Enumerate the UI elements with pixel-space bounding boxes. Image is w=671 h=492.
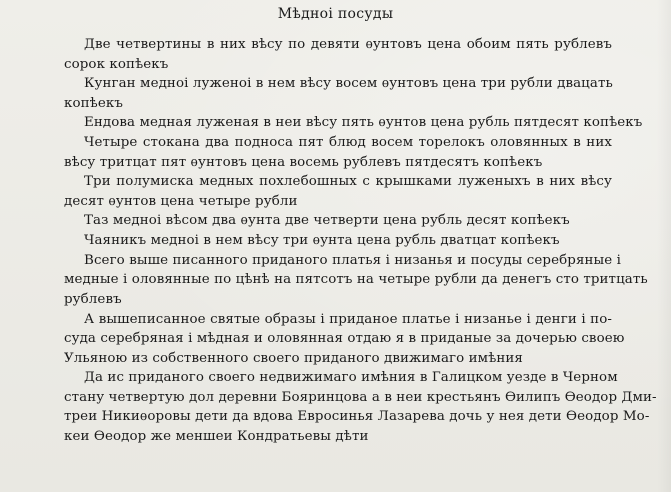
text-line: кеи Ѳеодор же меншеи Кондратьевы дѣти bbox=[64, 428, 369, 444]
text-line: вѣсу тритцат пят ѳунтовъ цена восемь рублевъ пятдесятъ копѣекъ bbox=[64, 154, 543, 170]
text-line: Да ис приданого своего недвижимаго имѣния в Галицком уезде в Черном bbox=[84, 370, 618, 386]
text-line: рублевъ bbox=[64, 291, 122, 307]
page-edge-shadow bbox=[657, 0, 671, 492]
paragraph bbox=[32, 231, 612, 251]
text-line: стану четвертую дол деревни Бояринцова а в неи крестьянъ Ѳилипъ Ѳеодор Дми- bbox=[64, 389, 657, 405]
text-line: Ендова медная луженая в неи вѣсу пять ѳунтов цена рубль пятдесят копѣекъ bbox=[84, 115, 643, 131]
paragraph bbox=[32, 172, 612, 211]
text-line: медные i оловянные по цѣнѣ на пятсотъ на четыре рубли да денегъ сто тритцать bbox=[64, 272, 648, 288]
paragraph bbox=[32, 310, 625, 369]
text-line: треи Никиѳоровы дети да вдова Евросинья Лазарева дочь у нея дети Ѳеодор Мо- bbox=[64, 409, 650, 425]
page-title: Мѣдноi посуды bbox=[277, 6, 394, 22]
text-line: Ульяною из собственного своего приданого движимаго имѣния bbox=[64, 350, 523, 366]
paragraph bbox=[32, 251, 648, 310]
text-line: Четыре стокана два подноса пят блюд восем торелокъ оловянных в них bbox=[84, 135, 612, 151]
text-line: суда серебряная i мѣдная и оловянная отдаю я в приданые за дочерью своею bbox=[64, 331, 625, 346]
document-body bbox=[32, 35, 657, 446]
paragraph bbox=[32, 211, 612, 231]
text-line: Три полумиска медных похлебошных с крышками луженыхъ в них вѣсу bbox=[84, 174, 612, 190]
text-line: сорок копѣекъ bbox=[64, 56, 169, 72]
text-line: Две четвертины в них вѣсу по девяти ѳунтовъ цена обоим пять рублевъ bbox=[84, 37, 612, 52]
text-line: Чаяникъ медноi в нем вѣсу три ѳунта цена рубль дватцат копѣекъ bbox=[84, 233, 560, 249]
text-line: копѣекъ bbox=[64, 95, 123, 111]
text-line: Таз медноi вѣсом два ѳунта две четверти цена рубль десят копѣекъ bbox=[84, 213, 570, 229]
text-line: А вышеписанное святые образы i приданое платье i низанье i денги i по- bbox=[84, 311, 612, 327]
text-line: Всего выше писанного приданого платья i низанья и посуды серебряные i bbox=[84, 252, 622, 268]
text-line: десят ѳунтов цена четыре рубли bbox=[64, 193, 298, 209]
paragraph bbox=[32, 74, 612, 113]
paragraph bbox=[32, 133, 612, 172]
paragraph bbox=[32, 113, 643, 133]
paragraph bbox=[32, 368, 657, 446]
paragraph bbox=[32, 35, 612, 74]
text-line: Кунган медноi луженоi в нем вѣсу восем ѳунтовъ цена три рубли двацать bbox=[84, 76, 613, 92]
